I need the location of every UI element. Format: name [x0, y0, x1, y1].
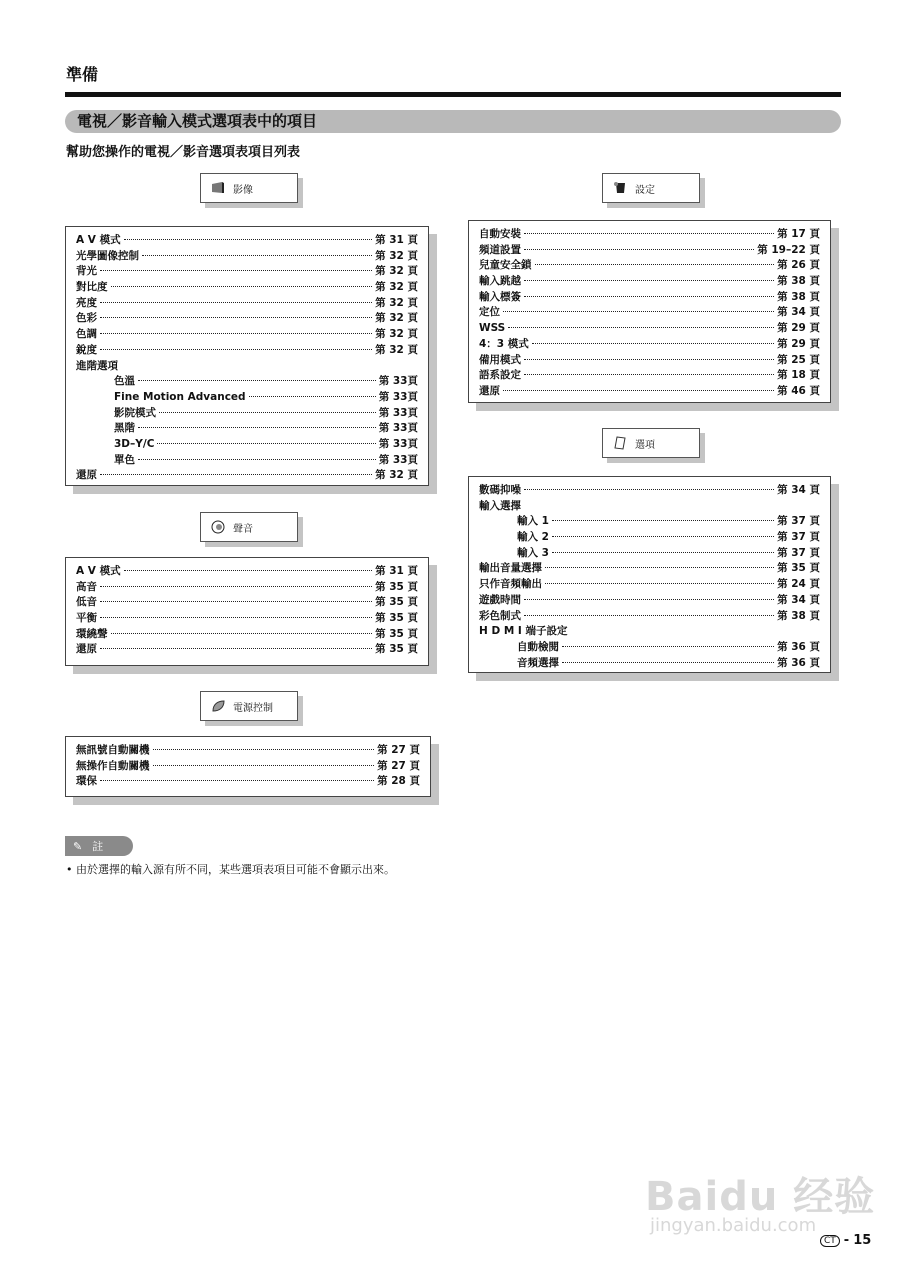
entry-page: 第 33頁 — [378, 406, 418, 419]
page-subtitle: 幫助您操作的電視／影音選項表項目列表 — [66, 145, 301, 160]
menu-entry — [479, 304, 820, 320]
entry-page: 第 35 頁 — [375, 612, 418, 625]
entry-page: 第 36 頁 — [777, 640, 820, 653]
entry-label: 高音 — [76, 580, 97, 593]
entry-label: 黑階 — [114, 422, 135, 435]
entry-label: 輸出音量選擇 — [479, 562, 542, 575]
menu-entry — [76, 405, 418, 421]
entry-label: 輸入 2 — [517, 531, 549, 544]
menu-entry — [76, 358, 418, 374]
menu-entry — [479, 608, 820, 624]
entry-label: 色調 — [76, 328, 97, 341]
menu-entry — [479, 655, 820, 671]
entry-label: A V 模式 — [76, 565, 121, 577]
menu-entry — [479, 623, 820, 639]
entry-label: 兒童安全鎖 — [479, 259, 532, 272]
entry-page: 第 32 頁 — [375, 343, 418, 356]
leaf-icon — [211, 699, 225, 713]
menu-entry — [479, 383, 820, 399]
menu-entry — [76, 263, 418, 279]
entry-page: 第 32 頁 — [375, 281, 418, 294]
menu-entry — [76, 295, 418, 311]
entry-page: 第 35 頁 — [375, 643, 418, 656]
entry-label: 輸入跳越 — [479, 275, 521, 288]
entry-page: 第 34 頁 — [777, 593, 820, 606]
entry-label: 還原 — [76, 643, 97, 656]
dot-leader — [524, 489, 774, 490]
menu-entry — [76, 758, 420, 774]
entry-label: 低音 — [76, 596, 97, 609]
entry-label: 自動檢閱 — [517, 640, 559, 653]
entry-label: 音頻選擇 — [517, 656, 559, 669]
menu-entry — [479, 289, 820, 305]
entry-page: 第 34 頁 — [777, 484, 820, 496]
entry-label: 頻道設置 — [479, 243, 521, 256]
tab-power — [200, 691, 298, 721]
menu-entry — [76, 452, 418, 468]
language-badge: CT — [820, 1235, 840, 1247]
dot-leader — [562, 662, 774, 663]
entry-label: 自動安裝 — [479, 228, 521, 240]
menu-entry — [76, 420, 418, 436]
dot-leader — [111, 633, 373, 634]
dot-leader — [524, 374, 774, 375]
entry-page: 第 34 頁 — [777, 306, 820, 319]
menu-entry — [76, 467, 418, 483]
menu-entry — [76, 232, 418, 248]
setup-menu-list — [468, 220, 831, 403]
dot-leader — [138, 459, 376, 460]
menu-entry — [76, 389, 418, 405]
setup-icon — [613, 181, 627, 195]
entry-label: 輸入標簽 — [479, 290, 521, 303]
dot-leader — [111, 286, 373, 287]
menu-entry — [76, 326, 418, 342]
entry-page: 第 27 頁 — [377, 759, 420, 772]
menu-entry — [76, 563, 418, 579]
entry-page: 第 37 頁 — [777, 546, 820, 559]
entry-label: 平衡 — [76, 612, 97, 625]
entry-label: Fine Motion Advanced — [114, 390, 246, 403]
entry-page: 第 33頁 — [378, 437, 418, 450]
dot-leader — [100, 601, 372, 602]
dot-leader — [124, 239, 372, 240]
entry-label: 無操作自動關機 — [76, 759, 150, 772]
entry-label: 光學圖像控制 — [76, 249, 139, 262]
entry-label: 3D–Y/C — [114, 437, 155, 450]
dot-leader — [562, 646, 774, 647]
speaker-icon — [211, 520, 225, 534]
watermark-logo: Baidu 经验 — [645, 1174, 876, 1220]
menu-entry — [479, 513, 820, 529]
dot-leader — [100, 317, 372, 318]
entry-label: 彩色制式 — [479, 609, 521, 622]
entry-label: 對比度 — [76, 281, 108, 294]
menu-entry — [479, 352, 820, 368]
entry-label: H D M I 端子設定 — [479, 625, 568, 638]
menu-entry — [479, 226, 820, 242]
dot-leader — [524, 599, 774, 600]
dot-leader — [100, 474, 372, 475]
menu-entry — [76, 373, 418, 389]
dot-leader — [552, 536, 774, 537]
entry-label: 銳度 — [76, 343, 97, 356]
note-badge — [65, 836, 133, 856]
entry-label: 還原 — [76, 469, 97, 482]
dot-leader — [153, 749, 375, 750]
entry-label: 單色 — [114, 453, 135, 466]
tab-label: 設定 — [635, 184, 655, 196]
menu-entry — [479, 320, 820, 336]
menu-entry — [76, 626, 418, 642]
dot-leader — [124, 570, 372, 571]
menu-entry — [76, 773, 420, 789]
menu-entry — [479, 592, 820, 608]
tab-option — [602, 428, 700, 458]
entry-label: 背光 — [76, 265, 97, 278]
entry-page: 第 31 頁 — [375, 234, 418, 246]
entry-page: 第 31 頁 — [375, 565, 418, 577]
paperclip-icon: ✎ — [73, 839, 83, 853]
note-text: • 由於選擇的輸入源有所不同，某些選項表項目可能不會顯示出來。 — [66, 863, 395, 876]
tab-label: 電源控制 — [233, 702, 273, 714]
entry-page: 第 37 頁 — [777, 515, 820, 528]
tab-label: 聲音 — [233, 523, 253, 535]
dot-leader — [100, 302, 372, 303]
audio-menu-list — [65, 557, 429, 666]
dot-leader — [249, 396, 376, 397]
entry-page: 第 26 頁 — [777, 259, 820, 272]
entry-page: 第 35 頁 — [375, 627, 418, 640]
entry-page: 第 35 頁 — [777, 562, 820, 575]
page-number: 15 — [853, 1233, 872, 1248]
dot-leader — [100, 617, 372, 618]
watermark-url: jingyan.baidu.com — [650, 1215, 817, 1236]
entry-page: 第 38 頁 — [777, 290, 820, 303]
menu-entry — [479, 273, 820, 289]
dot-leader — [503, 390, 774, 391]
dot-leader — [159, 412, 376, 413]
dot-leader — [100, 648, 372, 649]
dot-leader — [138, 380, 376, 381]
entry-label: 環繞聲 — [76, 627, 108, 640]
dot-leader — [552, 520, 774, 521]
menu-entry — [479, 576, 820, 592]
picture-menu-list — [65, 226, 429, 486]
dot-leader — [535, 264, 775, 265]
dot-leader — [100, 586, 372, 587]
menu-entry — [76, 248, 418, 264]
dot-leader — [100, 333, 372, 334]
entry-page: 第 18 頁 — [777, 369, 820, 382]
entry-page: 第 17 頁 — [777, 228, 820, 240]
menu-entry — [76, 610, 418, 626]
menu-entry — [76, 342, 418, 358]
entry-label: 輸入 1 — [517, 515, 549, 528]
menu-entry — [479, 242, 820, 258]
menu-entry — [76, 594, 418, 610]
entry-page: 第 38 頁 — [777, 275, 820, 288]
entry-page: 第 29 頁 — [777, 337, 820, 350]
entry-page: 第 24 頁 — [777, 578, 820, 591]
menu-entry — [479, 367, 820, 383]
divider — [65, 92, 841, 97]
entry-label: 亮度 — [76, 296, 97, 309]
dot-leader — [503, 311, 774, 312]
entry-page: 第 33頁 — [378, 390, 418, 403]
dot-leader — [142, 255, 372, 256]
menu-entry — [76, 742, 420, 758]
menu-entry — [479, 560, 820, 576]
entry-page: 第 37 頁 — [777, 531, 820, 544]
entry-page: 第 35 頁 — [375, 596, 418, 609]
entry-page: 第 32 頁 — [375, 265, 418, 278]
entry-label: 語系設定 — [479, 369, 521, 382]
entry-page: 第 33頁 — [378, 453, 418, 466]
dot-leader — [524, 296, 774, 297]
dot-leader — [524, 280, 774, 281]
entry-page: 第 32 頁 — [375, 312, 418, 325]
menu-entry — [76, 279, 418, 295]
dot-leader — [138, 427, 376, 428]
tab-audio — [200, 512, 298, 542]
entry-page: 第 33頁 — [378, 375, 418, 388]
entry-page: 第 25 頁 — [777, 353, 820, 366]
dot-leader — [524, 359, 774, 360]
dot-leader — [100, 349, 372, 350]
dot-leader — [545, 567, 774, 568]
entry-label: 進階選項 — [76, 359, 118, 372]
entry-page: 第 29 頁 — [777, 322, 820, 335]
entry-page: 第 28 頁 — [377, 775, 420, 788]
entry-page: 第 32 頁 — [375, 328, 418, 341]
entry-label: 4：3 模式 — [479, 337, 529, 350]
entry-page: 第 32 頁 — [375, 249, 418, 262]
entry-page: 第 27 頁 — [377, 744, 420, 756]
menu-entry — [76, 310, 418, 326]
menu-entry — [76, 436, 418, 452]
entry-label: 還原 — [479, 384, 500, 397]
option-menu-list — [468, 476, 831, 673]
dot-leader — [532, 343, 774, 344]
menu-entry — [76, 579, 418, 595]
entry-label: A V 模式 — [76, 234, 121, 246]
entry-label: 輸入 3 — [517, 546, 549, 559]
dot-leader — [157, 443, 375, 444]
entry-label: 色溫 — [114, 375, 135, 388]
entry-label: 無訊號自動關機 — [76, 744, 150, 756]
menu-entry — [479, 529, 820, 545]
dot-leader — [552, 552, 774, 553]
entry-label: 影院模式 — [114, 406, 156, 419]
entry-label: 備用模式 — [479, 353, 521, 366]
dot-leader — [100, 270, 372, 271]
entry-label: 遊戲時間 — [479, 593, 521, 606]
tab-label: 選項 — [635, 439, 655, 451]
section-heading: 準備 — [66, 65, 99, 84]
menu-entry — [479, 257, 820, 273]
footer-separator: - — [843, 1233, 850, 1248]
dot-leader — [100, 780, 374, 781]
picture-icon — [211, 181, 225, 195]
menu-entry — [479, 482, 820, 498]
menu-entry — [479, 336, 820, 352]
tab-setup — [602, 173, 700, 203]
dot-leader — [524, 233, 774, 234]
dot-leader — [524, 615, 774, 616]
power-menu-list — [65, 736, 431, 797]
option-icon — [613, 436, 627, 450]
tab-picture — [200, 173, 298, 203]
entry-page: 第 35 頁 — [375, 580, 418, 593]
entry-page: 第 32 頁 — [375, 296, 418, 309]
entry-page: 第 38 頁 — [777, 609, 820, 622]
note-label: 註 — [92, 840, 104, 853]
entry-label: 數碼抑噪 — [479, 484, 521, 496]
entry-label: 環保 — [76, 775, 97, 788]
menu-entry — [76, 641, 418, 657]
entry-page: 第 19–22 頁 — [757, 243, 820, 256]
tab-label: 影像 — [233, 184, 253, 196]
entry-label: 定位 — [479, 306, 500, 319]
entry-page: 第 33頁 — [378, 422, 418, 435]
entry-label: 色彩 — [76, 312, 97, 325]
page-title: 電視／影音輸入模式選項表中的項目 — [65, 110, 841, 133]
menu-entry — [479, 545, 820, 561]
entry-label: 只作音頻輸出 — [479, 578, 542, 591]
dot-leader — [524, 249, 754, 250]
dot-leader — [545, 583, 774, 584]
dot-leader — [508, 327, 774, 328]
entry-label: WSS — [479, 322, 506, 335]
menu-entry — [479, 639, 820, 655]
entry-page: 第 32 頁 — [375, 469, 418, 482]
entry-page: 第 36 頁 — [777, 656, 820, 669]
page-footer — [820, 1233, 871, 1248]
dot-leader — [153, 765, 375, 766]
menu-entry — [479, 498, 820, 514]
entry-page: 第 46 頁 — [777, 384, 820, 397]
entry-label: 輸入選擇 — [479, 499, 521, 512]
